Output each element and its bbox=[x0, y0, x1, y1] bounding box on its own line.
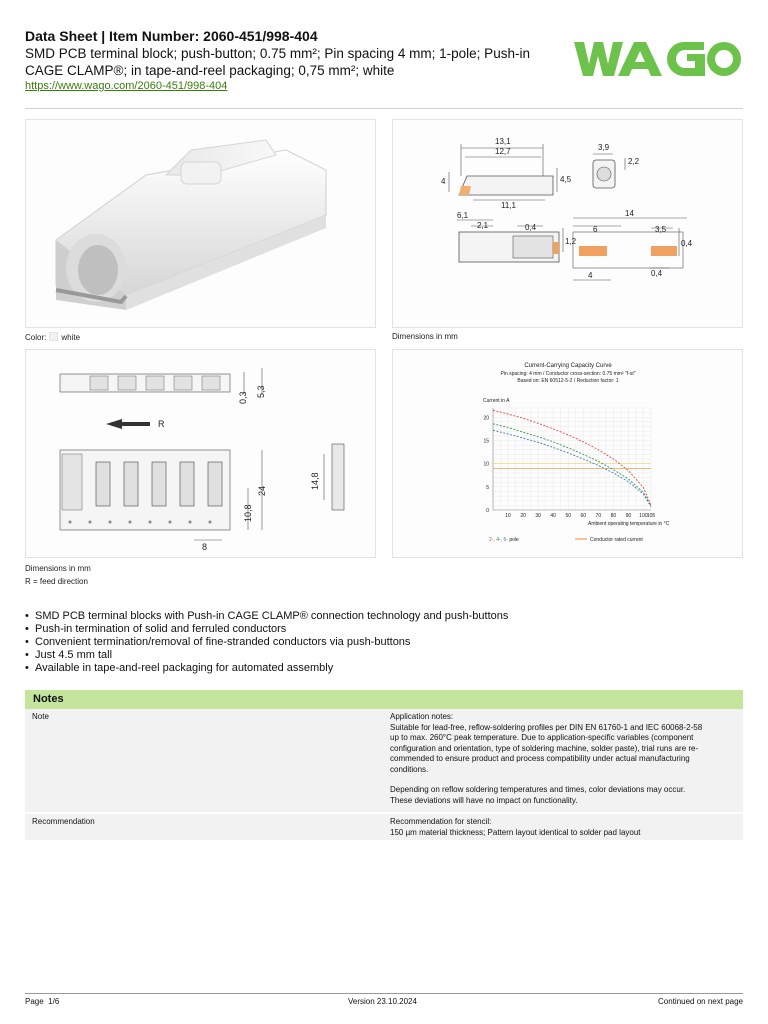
svg-text:0,4: 0,4 bbox=[651, 269, 663, 278]
notes-header-bar bbox=[25, 690, 743, 709]
chart-title: Current-Carrying Capacity Curve bbox=[524, 363, 612, 369]
svg-text:0,4: 0,4 bbox=[525, 223, 537, 232]
x-tick-label: 80 bbox=[610, 513, 617, 519]
wago-logo bbox=[572, 38, 742, 80]
x-axis-label: Ambient operating temperature in °C bbox=[588, 521, 670, 527]
svg-text:4,5: 4,5 bbox=[560, 175, 572, 184]
y-tick-labels bbox=[483, 415, 489, 514]
page-title: Data Sheet | Item Number: 2060-451/998-404 bbox=[25, 28, 318, 44]
footer-divider bbox=[25, 993, 743, 994]
page-number: Page 1/6 bbox=[25, 997, 60, 1006]
svg-text:3,9: 3,9 bbox=[598, 143, 610, 152]
color-caption: Color: white bbox=[25, 333, 81, 342]
feature-list bbox=[25, 610, 725, 675]
x-tick-label: 30 bbox=[535, 513, 541, 519]
table-row bbox=[25, 709, 743, 812]
terminal-block-illustration bbox=[26, 120, 375, 327]
chart-legend bbox=[489, 537, 643, 543]
svg-text:2,1: 2,1 bbox=[477, 221, 489, 230]
chart-grid bbox=[493, 408, 651, 510]
svg-text:14: 14 bbox=[625, 209, 634, 218]
svg-text:Conductor rated current: Conductor rated current bbox=[590, 537, 643, 543]
series-line-4pole bbox=[493, 424, 651, 507]
svg-text:0,4: 0,4 bbox=[681, 239, 693, 248]
current-capacity-chart bbox=[392, 349, 743, 558]
svg-text:R: R bbox=[158, 419, 165, 429]
svg-text:11,1: 11,1 bbox=[501, 201, 516, 210]
product-photo bbox=[25, 119, 376, 328]
feature-item: • Convenient termination/removal of fine-stranded conductors via push-buttons bbox=[25, 636, 725, 649]
y-tick-label: 5 bbox=[486, 484, 489, 491]
dimensions-drawing bbox=[392, 119, 743, 328]
x-tick-label: 40 bbox=[550, 513, 556, 519]
x-tick-label: 50 bbox=[565, 513, 572, 519]
y-tick-label: 0 bbox=[486, 508, 489, 514]
product-link[interactable]: https://www.wago.com/2060-451/998-404 bbox=[25, 80, 228, 92]
table-row bbox=[25, 814, 743, 840]
y-tick-label: 15 bbox=[483, 438, 489, 445]
svg-text:2,2: 2,2 bbox=[628, 157, 640, 166]
chart-series bbox=[493, 410, 651, 506]
svg-text:1,2: 1,2 bbox=[565, 237, 577, 246]
svg-text:4: 4 bbox=[441, 177, 446, 186]
x-tick-label: 90 bbox=[625, 513, 632, 519]
x-tick-label: 60 bbox=[580, 513, 587, 519]
chart-subtitle-2: Based on: EN 60512-5-2 / Reduction factor: 1 bbox=[517, 378, 619, 384]
series-line-2pole bbox=[493, 410, 651, 505]
x-tick-label: 105 bbox=[646, 513, 656, 519]
feature-item: • Push-in termination of solid and ferruled conductors bbox=[25, 623, 725, 636]
recommendation-label: Recommendation bbox=[32, 817, 95, 826]
svg-text:3,5: 3,5 bbox=[655, 225, 667, 234]
svg-text:10,8: 10,8 bbox=[243, 504, 253, 522]
x-tick-label: 20 bbox=[520, 513, 526, 519]
x-tick-label: 10 bbox=[505, 513, 511, 519]
feature-item: • SMD PCB terminal blocks with Push-in CAGE CLAMP® connection technology and push-buttons bbox=[25, 610, 725, 623]
svg-text:12,7: 12,7 bbox=[495, 147, 511, 156]
y-tick-label: 10 bbox=[483, 461, 489, 468]
product-description: SMD PCB terminal block; push-button; 0.75 mm²; Pin spacing 4 mm; 1-pole; Push-in CAGE CLAMP®; in tape-and-reel packaging; 0,75 mm²; white bbox=[25, 46, 530, 78]
svg-text:0,3: 0,3 bbox=[238, 391, 248, 404]
note-label: Note bbox=[32, 712, 49, 721]
svg-text:5,3: 5,3 bbox=[256, 385, 266, 398]
svg-text:13,1: 13,1 bbox=[495, 137, 511, 146]
tape-dimensions-drawing bbox=[25, 349, 376, 558]
x-tick-label: 70 bbox=[595, 513, 602, 519]
x-tick-labels bbox=[505, 513, 655, 519]
svg-text:6: 6 bbox=[593, 225, 598, 234]
svg-text:6,1: 6,1 bbox=[457, 211, 469, 220]
chart-subtitle-1: Pin spacing: 4 mm / Conductor cross-section: 0.75 mm² "f-st" bbox=[500, 371, 636, 377]
header-divider bbox=[25, 108, 743, 109]
white-color-swatch bbox=[49, 332, 58, 341]
notes-heading: Notes bbox=[33, 693, 64, 705]
feature-item: • Available in tape-and-reel packaging for automated assembly bbox=[25, 662, 725, 675]
svg-text:2-, 4-, 6- pole: 2-, 4-, 6- pole bbox=[489, 537, 519, 543]
tape-caption: Dimensions in mm R = feed direction bbox=[25, 564, 91, 586]
continued-note: Continued on next page bbox=[658, 997, 743, 1006]
svg-text:4: 4 bbox=[588, 271, 593, 280]
svg-text:24: 24 bbox=[257, 485, 267, 496]
recommendation-value: Recommendation for stencil: 150 µm material thickness; Pattern layout identical to solder pad layout bbox=[390, 817, 641, 837]
dimensions-caption: Dimensions in mm bbox=[392, 332, 458, 341]
x-tick-label: 100 bbox=[639, 513, 648, 519]
feature-item: • Just 4.5 mm tall bbox=[25, 649, 725, 662]
svg-text:14,8: 14,8 bbox=[310, 472, 320, 490]
note-value: Application notes: Suitable for lead-free, reflow-soldering profiles per DIN EN 61760-1 and IEC 60068-2-58 up to max. 260°C peak temperature. Due to application-specific variables (component configuration and orientation, type of soldering machine, solder paste), trial runs are re- commended to ensure product and process compatibility under actual manufacturing conditions. Depending on reflow soldering temperatures and times, color deviations may occur. These deviations will have no impact on functionality. bbox=[390, 712, 703, 805]
y-axis-label: Current in A bbox=[483, 398, 510, 404]
version: Version 23.10.2024 bbox=[348, 997, 417, 1006]
y-tick-label: 20 bbox=[483, 415, 489, 422]
svg-text:8: 8 bbox=[202, 542, 208, 552]
